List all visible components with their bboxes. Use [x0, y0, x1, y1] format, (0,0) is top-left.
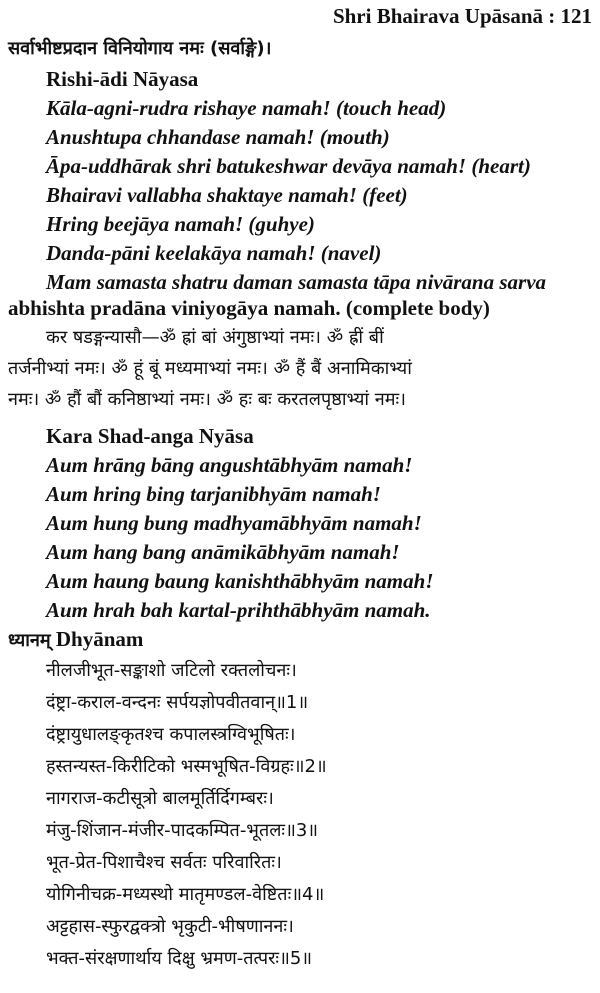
kara-sanskrit-line: तर्जनीभ्यां नमः। ॐ हूं बूं मध्यमाभ्यां नमः। ॐ हैं बैं अनामिकाभ्यां [8, 358, 412, 379]
dhyana-verse: योगिनीचक्र-मध्यस्थो मातृमण्डल-वेष्टितः॥4॥ [46, 884, 325, 905]
kara-line: Aum hring bing tarjanibhyām namah! [46, 482, 381, 506]
kara-heading: Kara Shad-anga Nyāsa [46, 424, 254, 448]
rishyadi-line: Hring beejāya namah! (guhye) [46, 212, 315, 236]
viniyoga-line: सर्वाभीष्टप्रदान विनियोगाय नमः (सर्वाङ्गे)। [8, 38, 272, 59]
dhyana-heading [8, 626, 143, 654]
dhyana-verse: भक्त-संरक्षणार्थाय दिक्षु भ्रमण-तत्परः॥5॥ [46, 948, 313, 969]
rishyadi-heading: Rishi-ādi Nāyasa [46, 67, 199, 91]
kara-line: Aum hrāng bāng angushtābhyām namah! [46, 453, 413, 477]
dhyana-verse: दंष्ट्रायुधालङ्कृतश्च कपालस्त्रग्विभूषितः। [46, 724, 296, 745]
rishyadi-line: Anushtupa chhandase namah! (mouth) [46, 125, 390, 149]
rishyadi-line: Mam samasta shatru daman samasta tāpa nivārana sarva [46, 270, 547, 294]
dhyana-heading-devanagari: ध्यानम् [8, 630, 51, 651]
dhyana-verse: अट्टहास-स्फुरद्वक्त्रो भृकुटी-भीषणाननः। [46, 916, 294, 937]
dhyana-verse: नागराज-कटीसूत्रो बालमूर्तिर्दिगम्बरः। [46, 788, 274, 809]
dhyana-verse: नीलजीभूत-सङ्काशो जटिलो रक्तलोचनः। [46, 660, 297, 681]
dhyana-heading-roman: Dhyānam [55, 627, 144, 651]
kara-line: Aum haung baung kanishthābhyām namah! [46, 569, 434, 593]
kara-sanskrit-line: नमः। ॐ हौं बौं कनिष्ठाभ्यां नमः। ॐ हः बः करतलपृष्ठाभ्यां नमः। [8, 389, 407, 410]
kara-line: Aum hrah bah kartal-prihthābhyām namah. [46, 598, 431, 622]
rishyadi-line: Danda-pāni keelakāya namah! (navel) [46, 241, 382, 265]
running-header: Shri Bhairava Upāsanā : 121 [332, 4, 592, 28]
kara-sanskrit-line: कर षडङ्गन्यासौ—ॐ ह्रां बां अंगुष्ठाभ्यां नमः। ॐ ह्रीं बीं [46, 327, 384, 348]
rishyadi-line: abhishta pradāna viniyogāya namah. (complete body) [8, 296, 490, 320]
dhyana-verse: दंष्ट्रा-कराल-वन्दनः सर्पयज्ञोपवीतवान्॥1॥ [46, 692, 309, 713]
kara-line: Aum hang bang anāmikābhyām namah! [46, 540, 400, 564]
dhyana-verse: भूत-प्रेत-पिशाचैश्च सर्वतः परिवारितः। [46, 852, 282, 873]
rishyadi-line: Āpa-uddhārak shri batukeshwar devāya namah! (heart) [46, 154, 531, 178]
rishyadi-line: Bhairavi vallabha shaktaye namah! (feet) [46, 183, 408, 207]
dhyana-verse: हस्तन्यस्त-किरीटिको भस्मभूषित-विग्रहः॥2॥ [46, 756, 327, 777]
dhyana-verse: मंजु-शिंजान-मंजीर-पादकम्पित-भूतलः॥3॥ [46, 820, 319, 841]
kara-line: Aum hung bung madhyamābhyām namah! [46, 511, 422, 535]
rishyadi-line: Kāla-agni-rudra rishaye namah! (touch head) [46, 96, 447, 120]
